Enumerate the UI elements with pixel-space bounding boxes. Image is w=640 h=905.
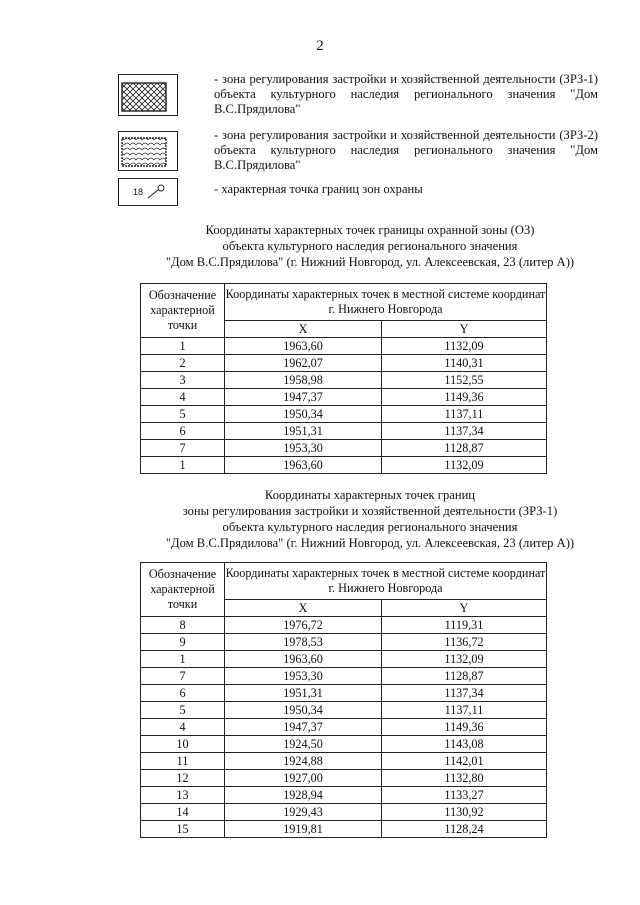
table-row bbox=[141, 702, 547, 719]
scale-pattern-zone-icon bbox=[118, 131, 178, 171]
table1-point-header: Обозначение характерной точки bbox=[141, 284, 225, 338]
x-cell: 1953,30 bbox=[225, 440, 382, 457]
y-cell: 1137,34 bbox=[382, 685, 547, 702]
point-cell: 11 bbox=[141, 753, 225, 770]
legend-item-zrz2 bbox=[118, 128, 598, 176]
table2-title-line: "Дом В.С.Прядилова" (г. Нижний Новгород, ул. Алексеевская, 23 (литер А)) bbox=[165, 536, 575, 550]
cross-hatch-zone-icon bbox=[118, 74, 178, 116]
table-row bbox=[141, 651, 547, 668]
y-cell: 1136,72 bbox=[382, 634, 547, 651]
table-row bbox=[141, 719, 547, 736]
x-cell: 1958,98 bbox=[225, 372, 382, 389]
table-row bbox=[141, 372, 547, 389]
point-cell: 7 bbox=[141, 440, 225, 457]
point-cell: 10 bbox=[141, 736, 225, 753]
table2-title bbox=[100, 487, 640, 551]
x-cell: 1963,60 bbox=[225, 651, 382, 668]
y-cell: 1137,11 bbox=[382, 702, 547, 719]
table-row bbox=[141, 787, 547, 804]
page-number: 2 bbox=[316, 38, 324, 54]
legend-item-zrz1 bbox=[118, 72, 598, 120]
table1 bbox=[140, 283, 547, 474]
table1-title-line: Координаты характерных точек границы охранной зоны (ОЗ) bbox=[205, 223, 535, 237]
x-cell: 1947,37 bbox=[225, 389, 382, 406]
point-cell: 14 bbox=[141, 804, 225, 821]
x-cell: 1950,34 bbox=[225, 406, 382, 423]
table2-x-header: X bbox=[225, 600, 382, 617]
y-cell: 1143,08 bbox=[382, 736, 547, 753]
point-cell: 1 bbox=[141, 457, 225, 474]
table-row bbox=[141, 440, 547, 457]
point-cell: 1 bbox=[141, 651, 225, 668]
y-cell: 1142,01 bbox=[382, 753, 547, 770]
x-cell: 1919,81 bbox=[225, 821, 382, 838]
table-row bbox=[141, 736, 547, 753]
table-row bbox=[141, 668, 547, 685]
point-cell: 9 bbox=[141, 634, 225, 651]
table2-title-line: зоны регулирования застройки и хозяйственной деятельности (ЗРЗ-1) bbox=[182, 504, 558, 518]
x-cell: 1950,34 bbox=[225, 702, 382, 719]
table-row bbox=[141, 634, 547, 651]
y-cell: 1149,36 bbox=[382, 389, 547, 406]
pin-icon bbox=[145, 182, 169, 202]
y-cell: 1132,09 bbox=[382, 651, 547, 668]
table-row bbox=[141, 770, 547, 787]
point-cell: 6 bbox=[141, 685, 225, 702]
legend-text-zrz2: - зона регулирования застройки и хозяйственной деятельности (ЗРЗ-2) объекта культурного наследия регионального значения "Дом В.С.Прядилова" bbox=[214, 128, 598, 172]
y-cell: 1130,92 bbox=[382, 804, 547, 821]
y-cell: 1132,09 bbox=[382, 338, 547, 355]
table-row bbox=[141, 685, 547, 702]
table-row bbox=[141, 423, 547, 440]
table-row bbox=[141, 389, 547, 406]
x-cell: 1924,88 bbox=[225, 753, 382, 770]
table1-title bbox=[100, 222, 640, 270]
point-cell: 2 bbox=[141, 355, 225, 372]
point-cell: 6 bbox=[141, 423, 225, 440]
x-cell: 1976,72 bbox=[225, 617, 382, 634]
y-cell: 1140,31 bbox=[382, 355, 547, 372]
x-cell: 1951,31 bbox=[225, 423, 382, 440]
y-cell: 1128,24 bbox=[382, 821, 547, 838]
x-cell: 1953,30 bbox=[225, 668, 382, 685]
table2-y-header: Y bbox=[382, 600, 547, 617]
table1-coord-header: Координаты характерных точек в местной системе координат г. Нижнего Новгорода bbox=[225, 284, 547, 321]
y-cell: 1137,11 bbox=[382, 406, 547, 423]
x-cell: 1951,31 bbox=[225, 685, 382, 702]
y-cell: 1137,34 bbox=[382, 423, 547, 440]
point-cell: 7 bbox=[141, 668, 225, 685]
point-cell: 5 bbox=[141, 702, 225, 719]
y-cell: 1132,09 bbox=[382, 457, 547, 474]
point-cell: 15 bbox=[141, 821, 225, 838]
y-cell: 1149,36 bbox=[382, 719, 547, 736]
point-cell: 4 bbox=[141, 719, 225, 736]
x-cell: 1929,43 bbox=[225, 804, 382, 821]
y-cell: 1119,31 bbox=[382, 617, 547, 634]
table1-x-header: X bbox=[225, 321, 382, 338]
point-cell: 13 bbox=[141, 787, 225, 804]
x-cell: 1947,37 bbox=[225, 719, 382, 736]
point-cell: 12 bbox=[141, 770, 225, 787]
y-cell: 1133,27 bbox=[382, 787, 547, 804]
y-cell: 1152,55 bbox=[382, 372, 547, 389]
table2-title-line: объекта культурного наследия регионального значения bbox=[222, 520, 518, 534]
table2-coord-header: Координаты характерных точек в местной системе координат г. Нижнего Новгорода bbox=[225, 563, 547, 600]
table-row bbox=[141, 355, 547, 372]
y-cell: 1128,87 bbox=[382, 668, 547, 685]
y-cell: 1128,87 bbox=[382, 440, 547, 457]
point-cell: 3 bbox=[141, 372, 225, 389]
point-cell: 8 bbox=[141, 617, 225, 634]
table-row bbox=[141, 821, 547, 838]
point-cell: 4 bbox=[141, 389, 225, 406]
table1-title-line: "Дом В.С.Прядилова" (г. Нижний Новгород, ул. Алексеевская, 23 (литер А)) bbox=[165, 255, 575, 269]
table-row bbox=[141, 753, 547, 770]
table-row bbox=[141, 338, 547, 355]
table2-title-line: Координаты характерных точек границ bbox=[264, 488, 476, 502]
legend-text-point: - характерная точка границ зон охраны bbox=[214, 182, 423, 196]
x-cell: 1963,60 bbox=[225, 457, 382, 474]
x-cell: 1962,07 bbox=[225, 355, 382, 372]
boundary-point-icon-label: 18 bbox=[133, 187, 144, 197]
table-row bbox=[141, 617, 547, 634]
table-row bbox=[141, 457, 547, 474]
table1-title-line: объекта культурного наследия регионального значения bbox=[222, 239, 518, 253]
x-cell: 1928,94 bbox=[225, 787, 382, 804]
boundary-point-icon bbox=[118, 178, 178, 206]
point-cell: 1 bbox=[141, 338, 225, 355]
table-row bbox=[141, 406, 547, 423]
table-row bbox=[141, 804, 547, 821]
legend-text-zrz1: - зона регулирования застройки и хозяйственной деятельности (ЗРЗ-1) объекта культурного наследия регионального значения "Дом В.С.Прядилова" bbox=[214, 72, 598, 116]
table2-point-header: Обозначение характерной точки bbox=[141, 563, 225, 617]
x-cell: 1978,53 bbox=[225, 634, 382, 651]
y-cell: 1132,80 bbox=[382, 770, 547, 787]
x-cell: 1963,60 bbox=[225, 338, 382, 355]
legend-item-point bbox=[118, 178, 598, 206]
point-cell: 5 bbox=[141, 406, 225, 423]
x-cell: 1924,50 bbox=[225, 736, 382, 753]
x-cell: 1927,00 bbox=[225, 770, 382, 787]
table2 bbox=[140, 562, 547, 838]
table1-y-header: Y bbox=[382, 321, 547, 338]
